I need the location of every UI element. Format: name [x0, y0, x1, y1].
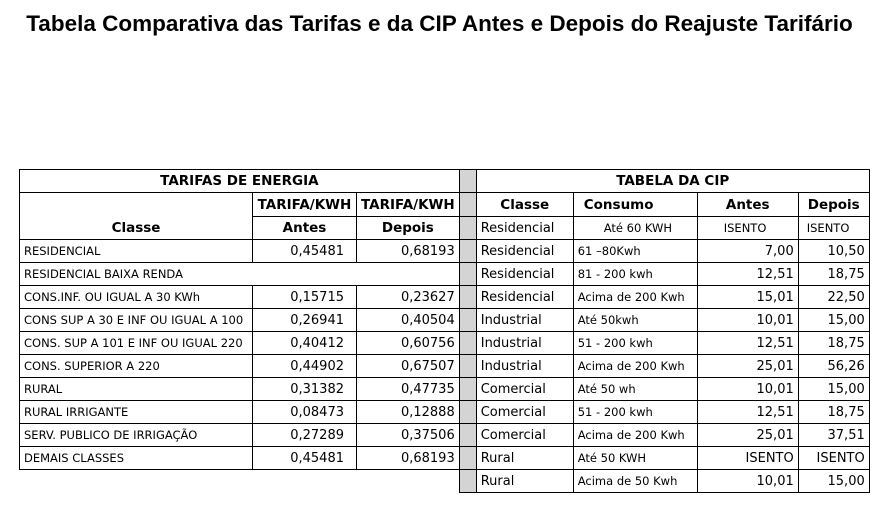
tarifas-col-tarifa-2: TARIFA/KWH	[357, 193, 460, 217]
cip-depois: 22,50	[798, 286, 869, 309]
cip-consumo: Acima de 200 Kwh	[573, 355, 697, 378]
tarifa-antes: 0,40412	[253, 332, 357, 355]
table-row	[20, 240, 870, 263]
cip-antes: 25,01	[697, 424, 798, 447]
cip-classe: Industrial	[476, 332, 573, 355]
cip-consumo: Até 50 wh	[573, 378, 697, 401]
cip-antes: 12,51	[697, 332, 798, 355]
cip-classe: Comercial	[476, 424, 573, 447]
tarifa-classe: SERV. PUBLICO DE IRRIGAÇÃO	[20, 424, 253, 447]
tarifa-depois: 0,47735	[357, 378, 460, 401]
cip-antes: 12,51	[697, 401, 798, 424]
cip-antes: ISENTO	[697, 217, 798, 240]
cip-col-classe: Classe	[476, 193, 573, 217]
cip-antes: 7,00	[697, 240, 798, 263]
cip-col-depois: Depois	[798, 193, 869, 217]
tarifas-header: TARIFAS DE ENERGIA	[20, 170, 460, 193]
cip-classe: Industrial	[476, 355, 573, 378]
tarifa-depois: 0,23627	[357, 286, 460, 309]
table-row	[20, 286, 870, 309]
cip-depois: 18,75	[798, 401, 869, 424]
tarifas-col-antes: Antes	[253, 217, 357, 240]
cip-depois: ISENTO	[798, 447, 869, 470]
table-row	[20, 309, 870, 332]
tarifa-classe: DEMAIS CLASSES	[20, 447, 253, 470]
column-header-row	[20, 193, 870, 217]
cip-depois: 15,00	[798, 378, 869, 401]
tarifa-antes: 0,45481	[253, 447, 357, 470]
cip-classe: Industrial	[476, 309, 573, 332]
tarifa-depois: 0,60756	[357, 332, 460, 355]
tarifa-antes: 0,15715	[253, 286, 357, 309]
cip-classe: Residencial	[476, 217, 573, 240]
cip-consumo: Até 50kwh	[573, 309, 697, 332]
cip-classe: Rural	[476, 447, 573, 470]
table-row	[20, 332, 870, 355]
table-row	[20, 263, 870, 286]
tarifa-depois: 0,68193	[357, 447, 460, 470]
table-row	[20, 401, 870, 424]
column-separator	[459, 170, 476, 193]
tarifa-classe: CONS.INF. OU IGUAL A 30 KWh	[20, 286, 253, 309]
tarifa-classe: RESIDENCIAL BAIXA RENDA	[20, 263, 460, 286]
cip-consumo: Acima de 200 Kwh	[573, 424, 697, 447]
table-row	[20, 424, 870, 447]
cip-depois: 56,26	[798, 355, 869, 378]
cip-consumo: 81 - 200 kwh	[573, 263, 697, 286]
tarifa-antes: 0,27289	[253, 424, 357, 447]
cip-antes: 15,01	[697, 286, 798, 309]
cip-classe: Residencial	[476, 263, 573, 286]
cip-col-consumo: Consumo	[573, 193, 697, 217]
tarifas-col-depois: Depois	[357, 217, 460, 240]
cip-consumo: Até 60 KWH	[573, 217, 697, 240]
cip-classe: Comercial	[476, 401, 573, 424]
cip-depois: ISENTO	[798, 217, 869, 240]
tarifa-classe: CONS. SUPERIOR A 220	[20, 355, 253, 378]
tarifa-antes: 0,31382	[253, 378, 357, 401]
tarifa-classe: RURAL IRRIGANTE	[20, 401, 253, 424]
cip-antes: 12,51	[697, 263, 798, 286]
tarifa-antes: 0,26941	[253, 309, 357, 332]
tarifa-antes: 0,08473	[253, 401, 357, 424]
cip-antes: 10,01	[697, 470, 798, 493]
cip-consumo: Acima de 200 Kwh	[573, 286, 697, 309]
table-row	[20, 447, 870, 470]
tarifa-depois: 0,67507	[357, 355, 460, 378]
cip-depois: 18,75	[798, 263, 869, 286]
table-row	[20, 378, 870, 401]
tarifas-col-classe: Classe	[20, 193, 253, 240]
cip-col-antes: Antes	[697, 193, 798, 217]
tarifa-depois: 0,12888	[357, 401, 460, 424]
tarifa-classe: RESIDENCIAL	[20, 240, 253, 263]
cip-antes: 10,01	[697, 309, 798, 332]
tarifa-classe: CONS SUP A 30 E INF OU IGUAL A 100	[20, 309, 253, 332]
tarifa-antes: 0,44902	[253, 355, 357, 378]
cip-classe: Comercial	[476, 378, 573, 401]
table-row	[20, 355, 870, 378]
tarifa-depois: 0,37506	[357, 424, 460, 447]
tarifa-classe: RURAL	[20, 378, 253, 401]
cip-depois: 15,00	[798, 309, 869, 332]
table-row	[20, 470, 870, 493]
cip-depois: 37,51	[798, 424, 869, 447]
cip-depois: 18,75	[798, 332, 869, 355]
tarifa-antes: 0,45481	[253, 240, 357, 263]
cip-consumo: 51 - 200 kwh	[573, 401, 697, 424]
cip-classe: Residencial	[476, 240, 573, 263]
tarifa-depois: 0,40504	[357, 309, 460, 332]
cip-antes: 25,01	[697, 355, 798, 378]
tarifa-depois: 0,68193	[357, 240, 460, 263]
cip-antes: 10,01	[697, 378, 798, 401]
tarifas-col-tarifa-1: TARIFA/KWH	[253, 193, 357, 217]
cip-consumo: Acima de 50 Kwh	[573, 470, 697, 493]
cip-classe: Residencial	[476, 286, 573, 309]
cip-consumo: Até 50 KWH	[573, 447, 697, 470]
cip-header: TABELA DA CIP	[476, 170, 869, 193]
cip-depois: 10,50	[798, 240, 869, 263]
cip-antes: ISENTO	[697, 447, 798, 470]
comparison-table	[19, 169, 870, 493]
cip-consumo: 61 –80Kwh	[573, 240, 697, 263]
cip-classe: Rural	[476, 470, 573, 493]
section-header-row	[20, 170, 870, 193]
tarifa-classe: CONS. SUP A 101 E INF OU IGUAL 220	[20, 332, 253, 355]
cip-consumo: 51 - 200 kwh	[573, 332, 697, 355]
page-title: Tabela Comparativa das Tarifas e da CIP Antes e Depois do Reajuste Tarifário	[26, 11, 853, 36]
cip-depois: 15,00	[798, 470, 869, 493]
